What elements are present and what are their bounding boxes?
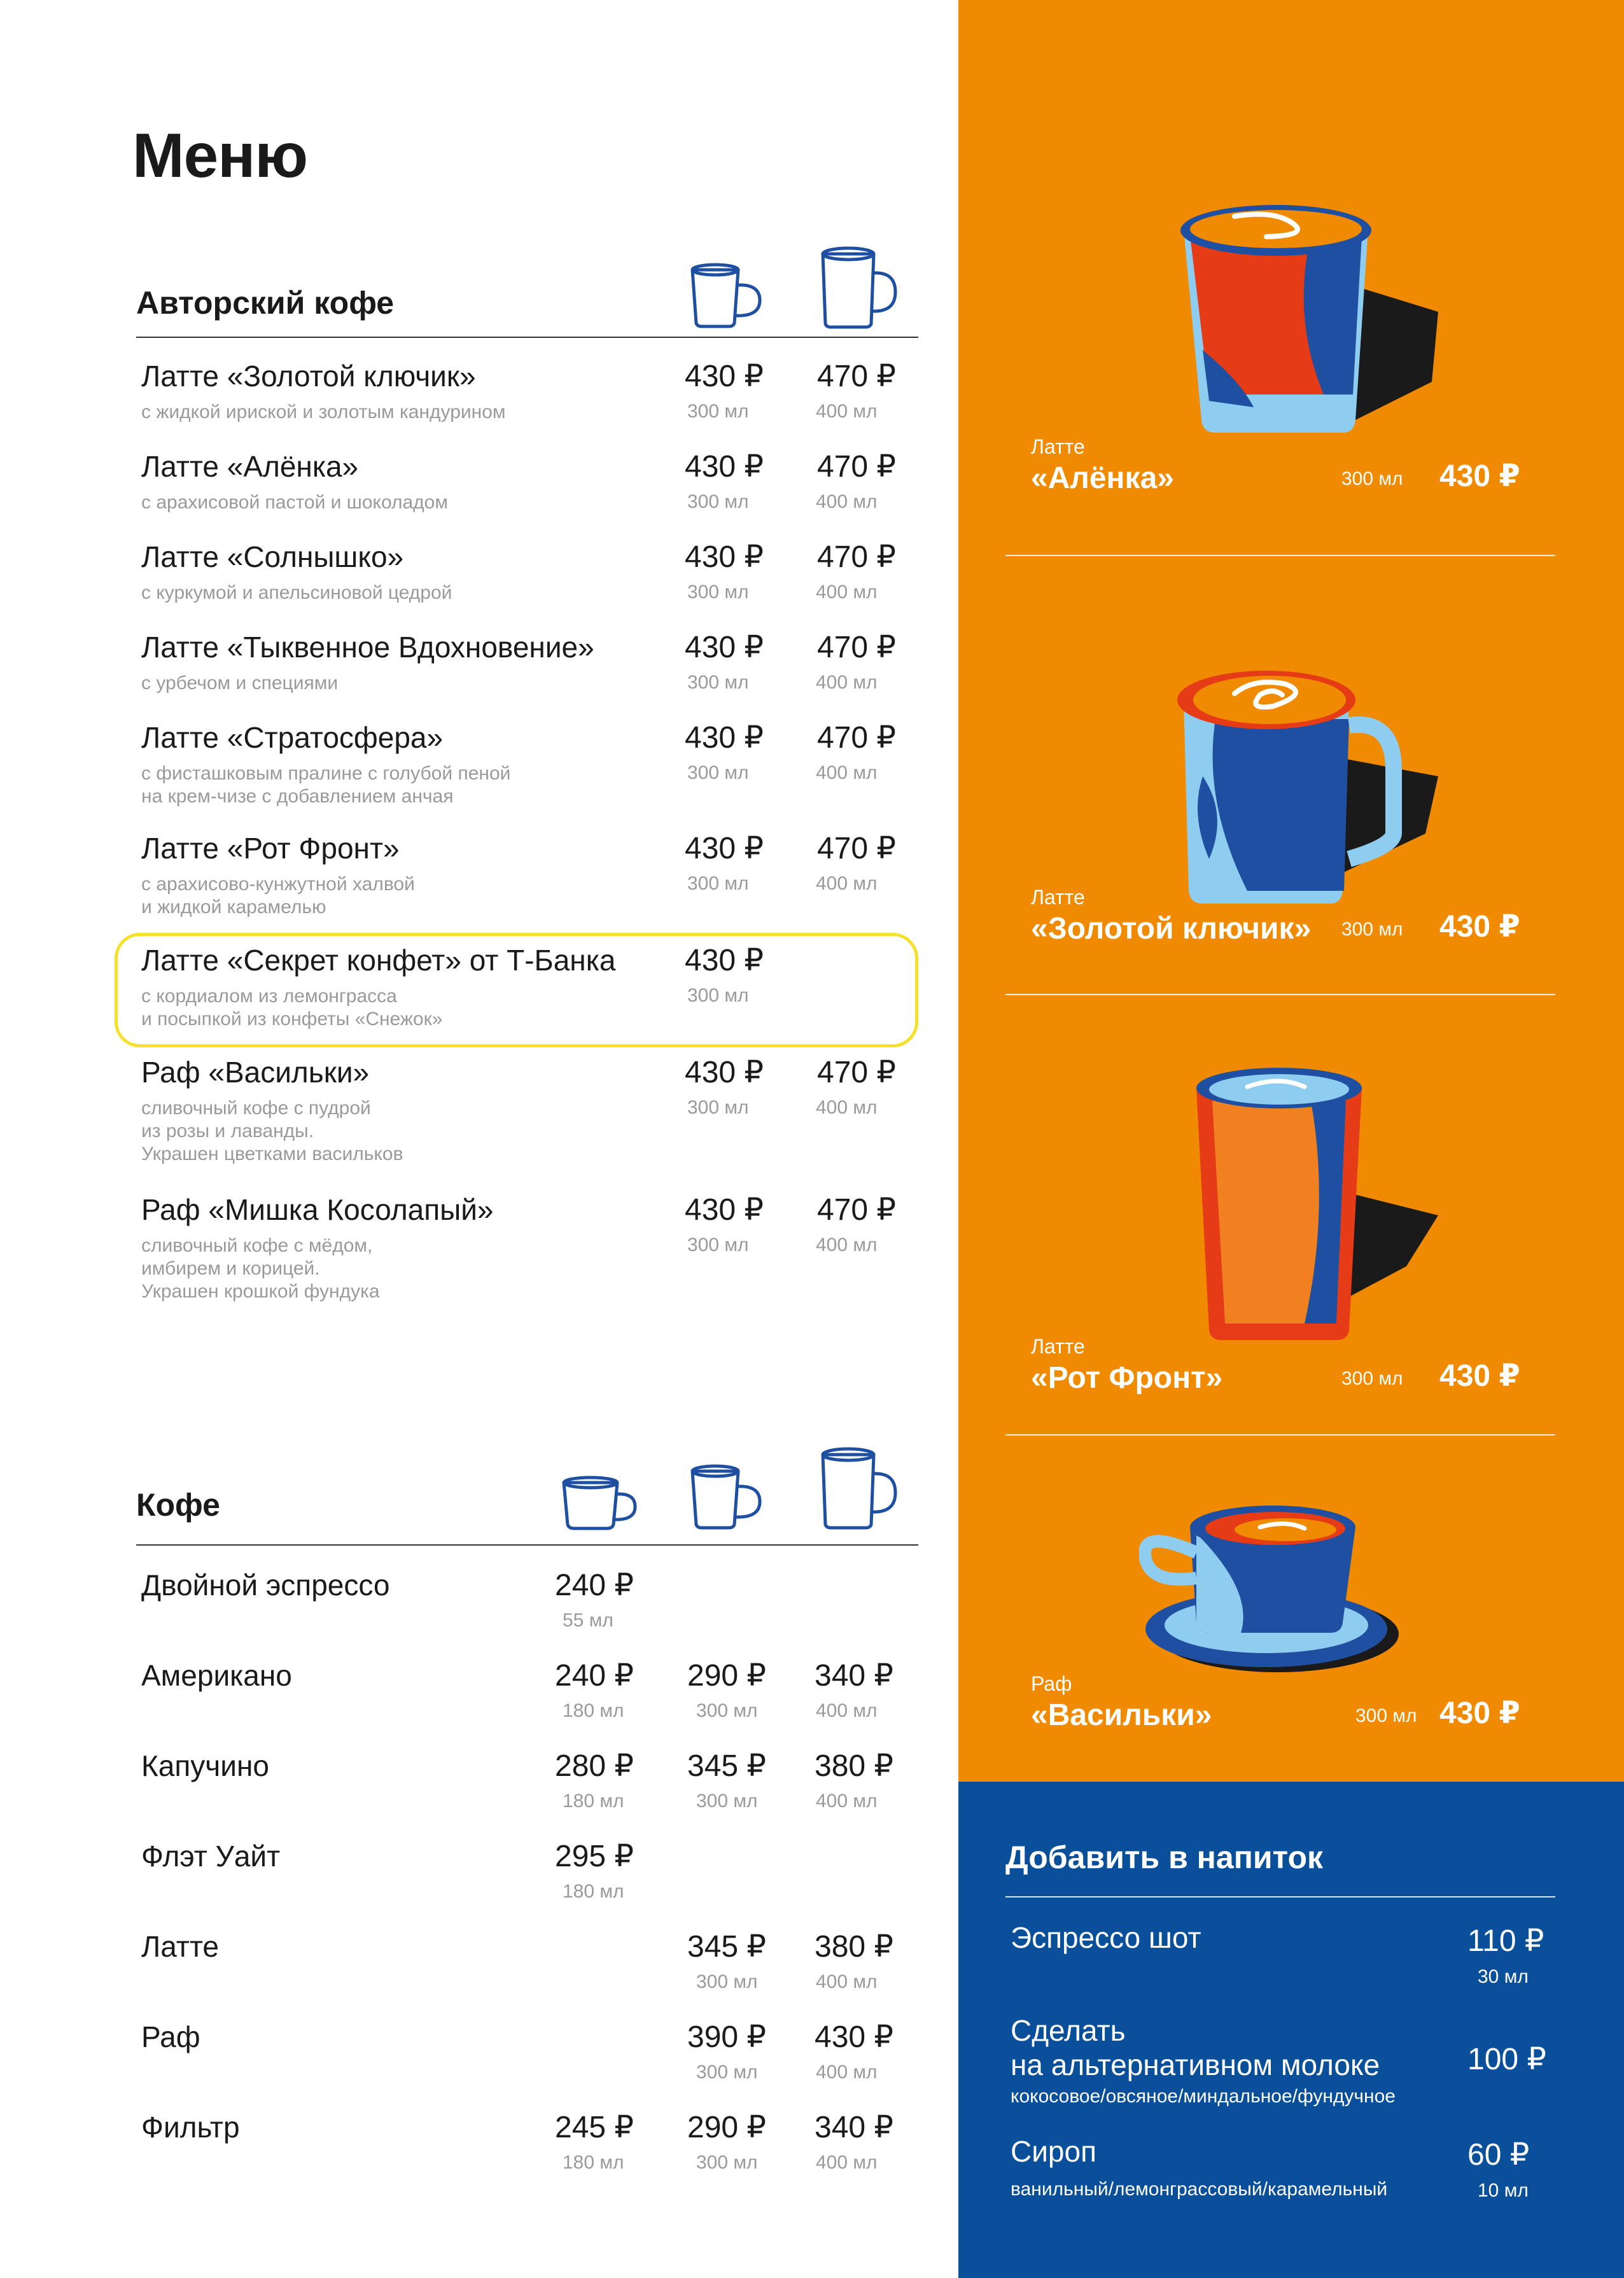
divider bbox=[1005, 994, 1555, 995]
price-300: 430 ₽ bbox=[685, 360, 764, 393]
price-300: 345 ₽ bbox=[687, 1749, 766, 1783]
price-400: 340 ₽ bbox=[815, 2111, 893, 2144]
addon-name: Сироп bbox=[1011, 2135, 1096, 2168]
volume-400: 400 мл bbox=[816, 1097, 878, 1118]
item-description: с фисташковым пралине с голубой пеной на крем-чизе с добавлением анчая bbox=[141, 763, 511, 807]
tall-glass-illustration bbox=[1184, 1050, 1451, 1343]
price-300: 390 ₽ bbox=[687, 2020, 766, 2054]
item-name: Латте «Рот Фронт» bbox=[141, 832, 400, 865]
price-300: 430 ₽ bbox=[685, 450, 764, 484]
item-name: Латте «Секрет конфет» от Т-Банка bbox=[141, 944, 616, 977]
price-180: 295 ₽ bbox=[555, 1840, 634, 1873]
volume-300: 300 мл bbox=[687, 762, 749, 783]
addon-note: кокосовое/овсяное/миндальное/фундучное bbox=[1011, 2086, 1396, 2107]
cup-300ml-icon bbox=[689, 1464, 764, 1530]
featured-name: «Золотой ключик» bbox=[1031, 912, 1312, 946]
featured-category: Латте bbox=[1031, 886, 1085, 909]
price-400: 380 ₽ bbox=[815, 1749, 893, 1783]
volume-300: 300 мл bbox=[696, 2152, 758, 2173]
item-name: Американо bbox=[141, 1659, 292, 1692]
item-name: Капучино bbox=[141, 1749, 269, 1782]
addon-note: ванильный/лемонграссовый/карамельный bbox=[1011, 2179, 1388, 2200]
volume-180: 180 мл bbox=[563, 1791, 624, 1812]
price-400: 470 ₽ bbox=[817, 631, 896, 664]
price-300: 290 ₽ bbox=[687, 2111, 766, 2144]
volume-300: 300 мл bbox=[687, 491, 749, 512]
item-name: Раф «Мишка Косолапый» bbox=[141, 1193, 494, 1226]
featured-volume: 300 мл bbox=[1355, 1705, 1417, 1726]
addon-price: 110 ₽ bbox=[1467, 1924, 1544, 1958]
cup-saucer-illustration bbox=[1139, 1489, 1419, 1680]
featured-name: «Рот Фронт» bbox=[1031, 1361, 1223, 1395]
featured-volume: 300 мл bbox=[1341, 919, 1403, 940]
volume-300: 300 мл bbox=[696, 1791, 758, 1812]
price-300: 430 ₽ bbox=[685, 832, 764, 865]
item-description: с кордиалом из лемонграсса и посыпкой из конфеты «Снежок» bbox=[141, 986, 443, 1030]
item-description: с арахисовой пастой и шоколадом bbox=[141, 492, 448, 513]
addon-volume: 10 мл bbox=[1478, 2180, 1529, 2201]
volume-400: 400 мл bbox=[816, 672, 878, 693]
volume-400: 400 мл bbox=[816, 1971, 878, 1992]
price-400: 470 ₽ bbox=[817, 832, 896, 865]
item-description: сливочный кофе с пудрой из розы и лаванды. Украшен цветками васильков bbox=[141, 1098, 403, 1164]
volume-400: 400 мл bbox=[816, 1700, 878, 1721]
item-name: Раф «Васильки» bbox=[141, 1056, 370, 1089]
volume-300: 300 мл bbox=[687, 1234, 749, 1255]
item-name: Латте «Стратосфера» bbox=[141, 721, 444, 754]
featured-price: 430 ₽ bbox=[1439, 910, 1520, 944]
volume-300: 300 мл bbox=[687, 985, 749, 1006]
promo-highlight-frame bbox=[115, 933, 918, 1047]
item-description: с куркумой и апельсиновой цедрой bbox=[141, 582, 452, 603]
volume-180: 55 мл bbox=[563, 1610, 613, 1631]
divider bbox=[1005, 1896, 1555, 1897]
addon-name: Эспрессо шот bbox=[1011, 1921, 1201, 1954]
item-name: Латте «Тыквенное Вдохновение» bbox=[141, 631, 594, 664]
price-180: 245 ₽ bbox=[555, 2111, 634, 2144]
price-180: 280 ₽ bbox=[555, 1749, 634, 1783]
featured-price: 430 ₽ bbox=[1439, 1696, 1520, 1730]
cup-400ml-icon bbox=[819, 245, 899, 329]
item-name: Латте «Алёнка» bbox=[141, 450, 359, 483]
featured-category: Латте bbox=[1031, 1335, 1085, 1358]
addon-price: 100 ₽ bbox=[1467, 2043, 1546, 2076]
price-400: 470 ₽ bbox=[817, 721, 896, 755]
divider bbox=[136, 1544, 918, 1546]
volume-400: 400 мл bbox=[816, 762, 878, 783]
price-300: 430 ₽ bbox=[685, 944, 764, 977]
featured-price: 430 ₽ bbox=[1439, 459, 1520, 493]
volume-400: 400 мл bbox=[816, 873, 878, 894]
volume-400: 400 мл bbox=[816, 1234, 878, 1255]
volume-300: 300 мл bbox=[696, 1971, 758, 1992]
page-title: Меню bbox=[132, 120, 308, 190]
item-name: Фильтр bbox=[141, 2111, 240, 2144]
price-400: 470 ₽ bbox=[817, 1056, 896, 1089]
price-300: 345 ₽ bbox=[687, 1930, 766, 1964]
price-400: 470 ₽ bbox=[817, 1193, 896, 1227]
price-180: 240 ₽ bbox=[555, 1569, 634, 1602]
cup-400ml-icon bbox=[819, 1446, 899, 1530]
cup-180ml-icon bbox=[560, 1475, 639, 1531]
price-300: 430 ₽ bbox=[685, 540, 764, 574]
featured-category: Раф bbox=[1031, 1672, 1072, 1695]
price-300: 430 ₽ bbox=[685, 631, 764, 664]
price-300: 430 ₽ bbox=[685, 1056, 764, 1089]
volume-400: 400 мл bbox=[816, 2062, 878, 2083]
addons-title: Добавить в напиток bbox=[1005, 1840, 1324, 1875]
item-description: с арахисово-кунжутной халвой и жидкой карамелью bbox=[141, 874, 415, 918]
item-description: с урбечом и специями bbox=[141, 673, 339, 694]
item-name: Латте «Золотой ключик» bbox=[141, 360, 476, 393]
price-180: 240 ₽ bbox=[555, 1659, 634, 1693]
addon-volume: 30 мл bbox=[1478, 1966, 1529, 1987]
item-name: Раф bbox=[141, 2020, 200, 2053]
price-300: 430 ₽ bbox=[685, 1193, 764, 1227]
volume-180: 180 мл bbox=[563, 1700, 624, 1721]
price-300: 430 ₽ bbox=[685, 721, 764, 755]
volume-400: 400 мл bbox=[816, 582, 878, 603]
divider bbox=[1005, 1434, 1555, 1436]
featured-category: Латте bbox=[1031, 435, 1085, 458]
mug-illustration bbox=[1158, 649, 1464, 916]
volume-300: 300 мл bbox=[687, 401, 749, 422]
price-400: 380 ₽ bbox=[815, 1930, 893, 1964]
item-name: Латте bbox=[141, 1930, 219, 1963]
cup-300ml-icon bbox=[689, 262, 764, 328]
featured-name: «Васильки» bbox=[1031, 1698, 1212, 1732]
latte-glass-illustration bbox=[1165, 191, 1445, 445]
item-name: Латте «Солнышко» bbox=[141, 540, 404, 573]
featured-volume: 300 мл bbox=[1341, 468, 1403, 489]
price-400: 340 ₽ bbox=[815, 1659, 893, 1693]
volume-300: 300 мл bbox=[687, 672, 749, 693]
divider bbox=[1005, 555, 1555, 556]
volume-300: 300 мл bbox=[696, 2062, 758, 2083]
volume-400: 400 мл bbox=[816, 1791, 878, 1812]
section-title-author: Авторский кофе bbox=[136, 285, 395, 321]
divider bbox=[136, 337, 918, 338]
item-description: сливочный кофе с мёдом, имбирем и корицей. Украшен крошкой фундука bbox=[141, 1235, 380, 1302]
volume-400: 400 мл bbox=[816, 491, 878, 512]
volume-180: 180 мл bbox=[563, 2152, 624, 2173]
addon-price: 60 ₽ bbox=[1467, 2138, 1530, 2172]
volume-180: 180 мл bbox=[563, 1881, 624, 1902]
volume-300: 300 мл bbox=[696, 1700, 758, 1721]
addon-name: Сделать на альтернативном молоке bbox=[1011, 2014, 1380, 2081]
item-name: Флэт Уайт bbox=[141, 1840, 281, 1873]
section-title-coffee: Кофе bbox=[136, 1487, 220, 1523]
featured-volume: 300 мл bbox=[1341, 1368, 1403, 1389]
price-400: 470 ₽ bbox=[817, 450, 896, 484]
price-400: 430 ₽ bbox=[815, 2020, 893, 2054]
volume-300: 300 мл bbox=[687, 582, 749, 603]
featured-name: «Алёнка» bbox=[1031, 461, 1174, 495]
featured-price: 430 ₽ bbox=[1439, 1359, 1520, 1393]
price-400: 470 ₽ bbox=[817, 360, 896, 393]
volume-400: 400 мл bbox=[816, 2152, 878, 2173]
volume-300: 300 мл bbox=[687, 1097, 749, 1118]
price-400: 470 ₽ bbox=[817, 540, 896, 574]
item-description: с жидкой ириской и золотым кандурином bbox=[141, 402, 506, 423]
volume-300: 300 мл bbox=[687, 873, 749, 894]
item-name: Двойной эспрессо bbox=[141, 1569, 390, 1602]
price-300: 290 ₽ bbox=[687, 1659, 766, 1693]
volume-400: 400 мл bbox=[816, 401, 878, 422]
